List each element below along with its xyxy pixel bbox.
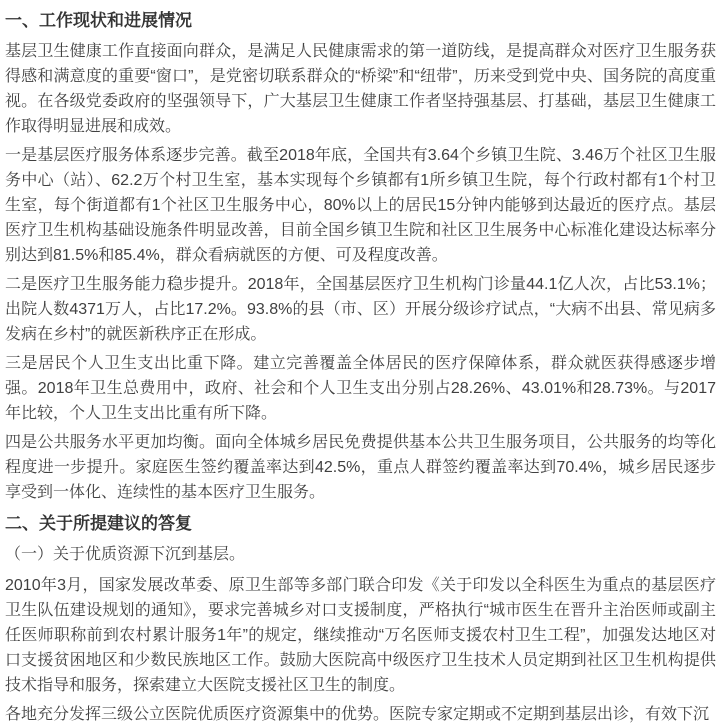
section-1-paragraph-point-2: 二是医疗卫生服务能力稳步提升。2018年，全国基层医疗卫生机构门诊量44.1亿人次，占比53.1%；出院人数4371万人，占比17.2%。93.8%的县（市、区）开展分级诊疗试点，“大病不出县、常见病多发病在乡村”的就医新秩序正在形成。 xyxy=(5,276,716,343)
section-1-paragraph-point-4: 四是公共服务水平更加均衡。面向全体城乡居民免费提供基本公共卫生服务项目，公共服务的均等化程度进一步提升。家庭医生签约覆盖率达到42.5%，重点人群签约覆盖率达到70.4%，城乡居民逐步享受到一体化、连续性的基本医疗卫生服务。 xyxy=(5,434,716,501)
section-1-heading: 一、工作现状和进展情况 xyxy=(5,11,192,30)
section-1-paragraph-point-1: 一是基层医疗服务体系逐步完善。截至2018年底，全国共有3.64个乡镇卫生院、3.46万个社区卫生服务中心（站）、62.2万个村卫生室，基本实现每个乡镇都有1所乡镇卫生院，每个行政村都有1个村卫生室，每个街道都有1个社区卫生服务中心，80%以上的居民15分钟内能够到达最近的医疗点。基层医疗卫生机构基础设施条件明显改善，目前全国乡镇卫生院和社区卫生展务中心标准化建设达标率分别达到81.5%和85.4%，群众看病就医的方便、可及程度改善。 xyxy=(5,147,716,264)
section-2-subsection-heading: （一）关于优质资源下沉到基层。 xyxy=(5,546,246,563)
section-2-heading: 二、关于所提建议的答复 xyxy=(5,514,192,533)
section-2-paragraph-policy: 2010年3月，国家发展改革委、原卫生部等多部门联合印发《关于印发以全科医生为重点的基层医疗卫生队伍建设规划的通知》，要求完善城乡对口支援制度，严格执行“城市医生在晋升主治医师或副主任医师职称前到农村累计服务1年”的规定，继续推动“万名医师支援农村卫生工程”，加强发达地区对口支援贫困地区和少数民族地区工作。鼓励大医院高中级医疗卫生技术人员定期到社区卫生机构提供技术指导和服务，探索建立大医院支援社区卫生的制度。 xyxy=(5,577,716,694)
section-1-paragraph-point-3: 三是居民个人卫生支出比重下降。建立完善覆盖全体居民的医疗保障体系，群众就医获得感逐步增强。2018年卫生总费用中，政府、社会和个人卫生支出分别占28.26%、43.01%和28.73%。与2017年比较，个人卫生支出比重有所下降。 xyxy=(5,355,716,422)
section-1-paragraph-intro: 基层卫生健康工作直接面向群众，是满足人民健康需求的第一道防线，是提高群众对医疗卫生服务获得感和满意度的重要“窗口”，是党密切联系群众的“桥梁”和“纽带”，历来受到党中央、国务院的高度重视。在各级党委政府的坚强领导下，广大基层卫生健康工作者坚持强基层、打基础，基层卫生健康工作取得明显进展和成效。 xyxy=(5,43,716,135)
section-2-paragraph-hospitals: 各地充分发挥三级公立医院优质医疗资源集中的优势。医院专家定期或不定期到基层出诊，有效下沉 xyxy=(5,706,710,723)
